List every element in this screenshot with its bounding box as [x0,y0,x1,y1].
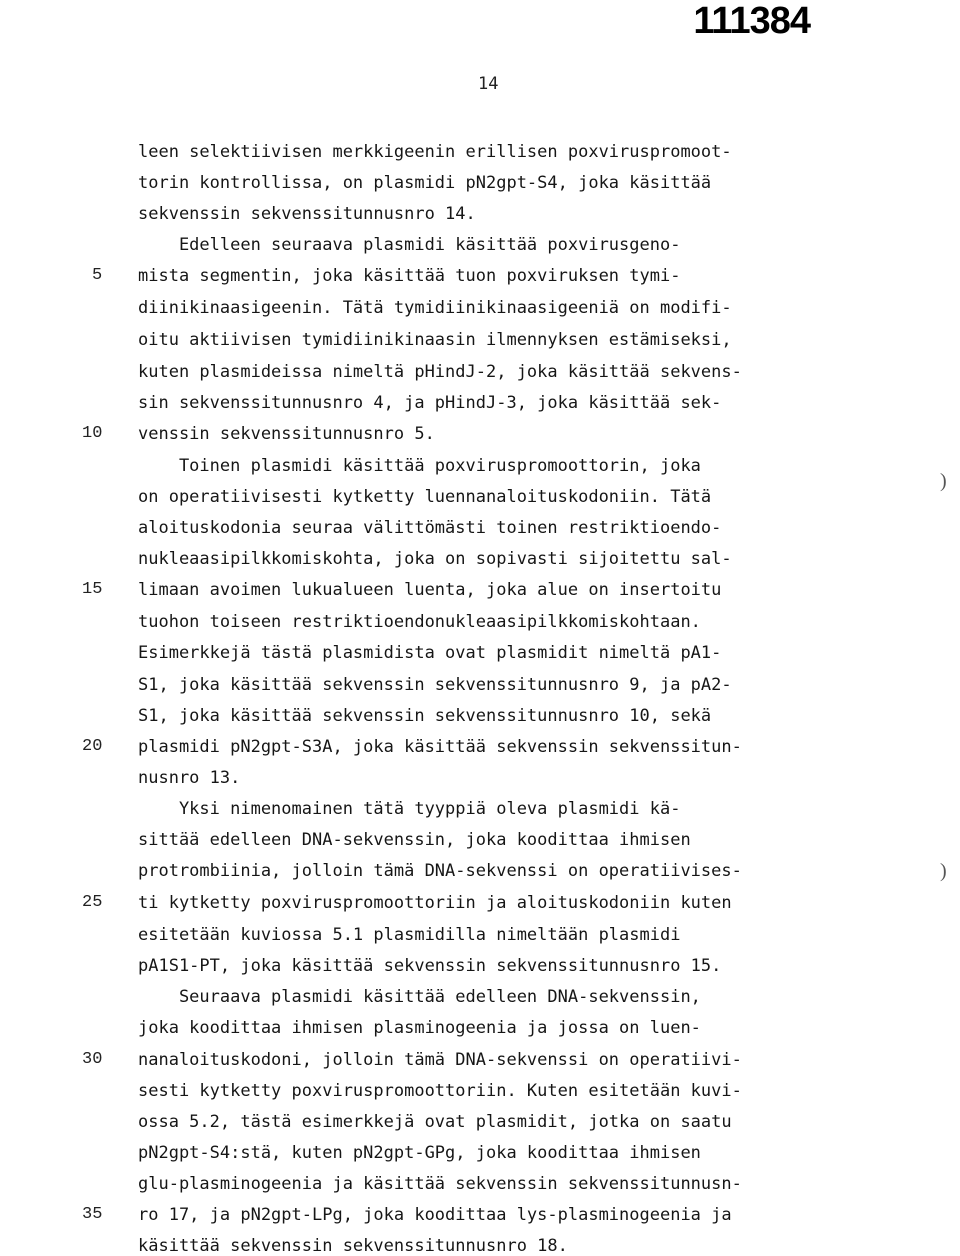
text-line: nanaloituskodoni, jolloin tämä DNA-sekvenssi on operatiivi- [138,1050,742,1070]
margin-bracket-mark: ) [940,470,947,492]
line-number: 10 [82,424,103,443]
line-number: 30 [82,1050,103,1069]
text-line: S1, joka käsittää sekvenssin sekvenssitunnusnro 10, sekä [138,706,712,726]
line-number: 5 [92,266,103,285]
text-line: protrombiinia, jolloin tämä DNA-sekvenssi on operatiivises- [138,861,742,881]
text-line: sesti kytketty poxviruspromoottoriin. Kuten esitetään kuvi- [138,1081,742,1101]
text-line: oitu aktiivisen tymidiinikinaasin ilmennyksen estämiseksi, [138,330,732,350]
text-line: Yksi nimenomainen tätä tyyppiä oleva plasmidi kä- [138,799,681,819]
text-line: Seuraava plasmidi käsittää edelleen DNA-sekvenssin, [138,987,701,1007]
text-line: diinikinaasigeenin. Tätä tymidiinikinaasigeeniä on modifi- [138,298,732,318]
text-line: ti kytketty poxviruspromoottoriin ja aloituskodoniin kuten [138,893,732,913]
text-line: S1, joka käsittää sekvenssin sekvenssitunnusnro 9, ja pA2- [138,675,732,695]
line-number: 15 [82,580,103,599]
text-line: limaan avoimen lukualueen luenta, joka alue on insertoitu [138,580,722,600]
document-number: 111384 [693,0,810,42]
line-number: 25 [82,893,103,912]
text-line: leen selektiivisen merkkigeenin erillisen poxviruspromoot- [138,142,732,162]
text-line: sittää edelleen DNA-sekvenssin, joka koodittaa ihmisen [138,830,691,850]
text-line: Edelleen seuraava plasmidi käsittää poxvirusgeno- [138,235,681,255]
margin-bracket-mark: ) [940,860,947,882]
text-line: ossa 5.2, tästä esimerkkejä ovat plasmidit, jotka on saatu [138,1112,732,1132]
text-line: nukleaasipilkkomiskohta, joka on sopivasti sijoitettu sal- [138,549,732,569]
text-line: kuten plasmideissa nimeltä pHindJ-2, joka käsittää sekvens- [138,362,742,382]
text-line: sin sekvenssitunnusnro 4, ja pHindJ-3, joka käsittää sek- [138,393,722,413]
text-line: torin kontrollissa, on plasmidi pN2gpt-S4, joka käsittää [138,173,712,193]
text-line: nusnro 13. [138,768,241,788]
text-line: joka koodittaa ihmisen plasminogeenia ja jossa on luen- [138,1018,701,1038]
text-line: plasmidi pN2gpt-S3A, joka käsittää sekvenssin sekvenssitun- [138,737,742,757]
text-line: käsittää sekvenssin sekvenssitunnusnro 18. [138,1236,568,1256]
text-line: esitetään kuviossa 5.1 plasmidilla nimeltään plasmidi [138,925,681,945]
line-number: 35 [82,1205,103,1224]
line-number: 20 [82,737,103,756]
text-line: pA1S1-PT, joka käsittää sekvenssin sekvenssitunnusnro 15. [138,956,722,976]
text-line: pN2gpt-S4:stä, kuten pN2gpt-GPg, joka koodittaa ihmisen [138,1143,701,1163]
text-line: glu-plasminogeenia ja käsittää sekvenssin sekvenssitunnusn- [138,1174,742,1194]
text-line: Esimerkkejä tästä plasmidista ovat plasmidit nimeltä pA1- [138,643,722,663]
text-line: aloituskodonia seuraa välittömästi toinen restriktioendo- [138,518,722,538]
text-line: venssin sekvenssitunnusnro 5. [138,424,435,444]
text-line: tuohon toiseen restriktioendonukleaasipilkkomiskohtaan. [138,612,701,632]
text-line: sekvenssin sekvenssitunnusnro 14. [138,204,476,224]
text-line: ro 17, ja pN2gpt-LPg, joka koodittaa lys-plasminogeenia ja [138,1205,732,1225]
page-number: 14 [478,74,499,94]
text-line: mista segmentin, joka käsittää tuon poxviruksen tymi- [138,266,681,286]
text-line: on operatiivisesti kytketty luennanaloituskodoniin. Tätä [138,487,712,507]
text-line: Toinen plasmidi käsittää poxviruspromoottorin, joka [138,456,701,476]
